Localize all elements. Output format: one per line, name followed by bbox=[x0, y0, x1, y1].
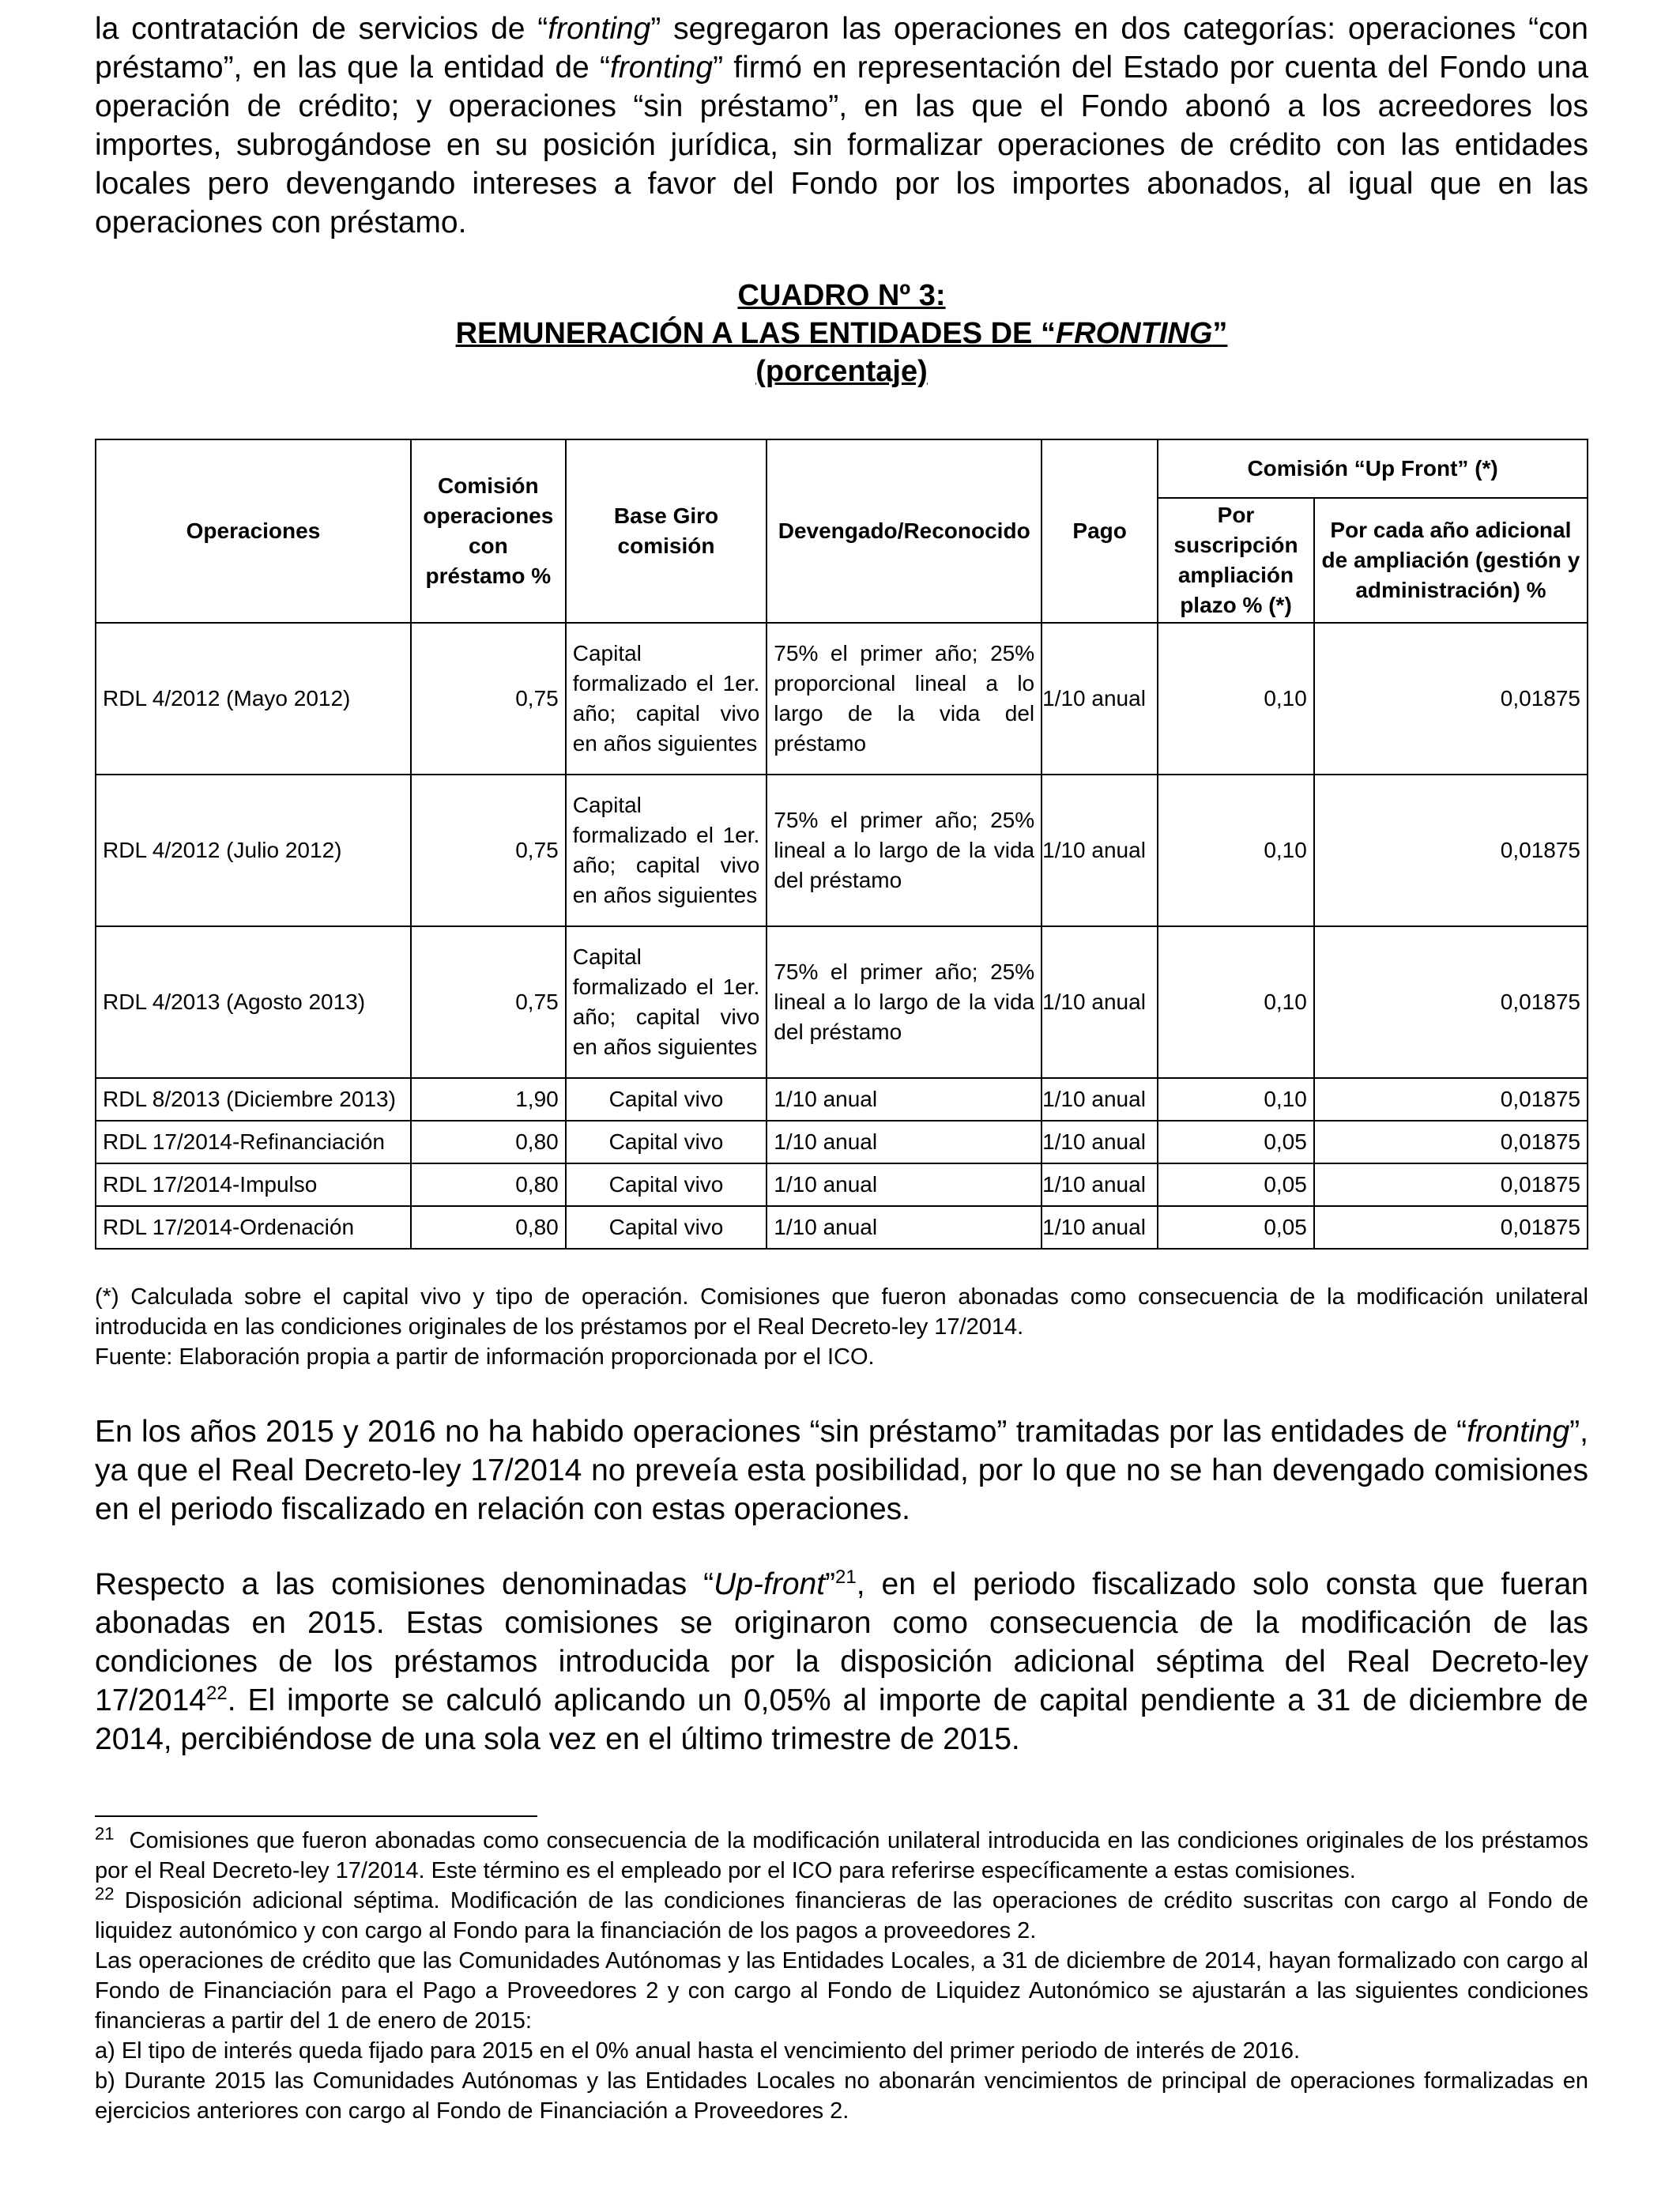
cell-base: Capital vivo bbox=[566, 1206, 767, 1249]
remuneration-table bbox=[95, 439, 1588, 1250]
cell-comision: 0,75 bbox=[411, 623, 566, 775]
cell-anual: 0,01875 bbox=[1314, 623, 1588, 775]
cell-devengado: 75% el primer año; 25% proporcional lineal a lo largo de la vida del préstamo bbox=[767, 623, 1042, 775]
header-operaciones: Operaciones bbox=[96, 439, 411, 623]
cell-base: Capital formalizado el 1er. año; capital vivo en años siguientes bbox=[566, 926, 767, 1078]
table-row bbox=[96, 1206, 1588, 1249]
cell-pago: 1/10 anual bbox=[1042, 1206, 1158, 1249]
cell-devengado: 1/10 anual bbox=[767, 1163, 1042, 1206]
table-row bbox=[96, 1121, 1588, 1163]
table-note bbox=[95, 1282, 1588, 1372]
cell-base: Capital vivo bbox=[566, 1078, 767, 1121]
table-heading bbox=[95, 277, 1588, 390]
intro-paragraph: la contratación de servicios de “fronting” segregaron las operaciones en dos categorías: operaciones “con préstamo”, en las que la entidad de “fronting” firmó en representación del Estado por cuenta del Fondo una operación de crédito; y operaciones “sin préstamo”, en las que el Fondo abonó a los acreedores los importes, subrogándose en su posición jurídica, sin formalizar operaciones de crédito con las entidades locales pero devengando intereses a favor del Fondo por los importes abonados, al igual que en las operaciones con préstamo. bbox=[95, 12, 1588, 239]
cell-comision: 0,80 bbox=[411, 1163, 566, 1206]
table-footnote: (*) Calculada sobre el capital vivo y tipo de operación. Comisiones que fueron abonadas como consecuencia de la modificación unilateral introducida en las condiciones originales de los préstamos por el Real Decreto-ley 17/2014. bbox=[95, 1284, 1588, 1340]
cell-pago: 1/10 anual bbox=[1042, 1121, 1158, 1163]
cell-comision: 0,75 bbox=[411, 926, 566, 1078]
table-unit: (porcentaje) bbox=[755, 355, 928, 388]
cell-pago: 1/10 anual bbox=[1042, 926, 1158, 1078]
cell-operacion: RDL 17/2014-Impulso bbox=[96, 1163, 411, 1206]
cell-anual: 0,01875 bbox=[1314, 1078, 1588, 1121]
footnote-22-paragraph: Las operaciones de crédito que las Comunidades Autónomas y las Entidades Locales, a 31 de diciembre de 2014, hayan formalizado con cargo al Fondo de Financiación para el Pago a Proveedores 2 y con cargo al Fondo de Liquidez Autonómico se ajustarán a las siguientes condiciones financieras a partir del 1 de enero de 2015: bbox=[95, 1948, 1588, 2034]
cell-anual: 0,01875 bbox=[1314, 775, 1588, 926]
table-row bbox=[96, 926, 1588, 1078]
cell-suscripcion: 0,05 bbox=[1158, 1206, 1314, 1249]
cell-operacion: RDL 17/2014-Refinanciación bbox=[96, 1121, 411, 1163]
cell-operacion: RDL 4/2012 (Mayo 2012) bbox=[96, 623, 411, 775]
table-source: Fuente: Elaboración propia a partir de información proporcionada por el ICO. bbox=[95, 1344, 875, 1370]
footnote-22 bbox=[95, 1883, 1588, 1946]
cell-base: Capital vivo bbox=[566, 1121, 767, 1163]
cell-suscripcion: 0,10 bbox=[1158, 1078, 1314, 1121]
paragraph-sin-prestamo: En los años 2015 y 2016 no ha habido operaciones “sin préstamo” tramitadas por las entidades de “fronting”, ya que el Real Decreto-ley 17/2014 no preveía esta posibilidad, por lo que no se han devengado comisiones en el periodo fiscalizado en relación con estas operaciones. bbox=[95, 1415, 1588, 1526]
header-suscripcion: Por suscripción ampliación plazo % (*) bbox=[1158, 498, 1314, 623]
header-devengado: Devengado/Reconocido bbox=[767, 439, 1042, 623]
table-row bbox=[96, 775, 1588, 926]
header-anual: Por cada año adicional de ampliación (gestión y administración) % bbox=[1314, 498, 1588, 623]
footnote-22-number: 22 bbox=[95, 1883, 115, 1904]
cell-anual: 0,01875 bbox=[1314, 926, 1588, 1078]
cell-devengado: 1/10 anual bbox=[767, 1121, 1042, 1163]
footnote-22-item-a: a) El tipo de interés queda fijado para 2015 en el 0% anual hasta el vencimiento del primer periodo de interés de 2016. bbox=[95, 2038, 1301, 2064]
cell-operacion: RDL 4/2012 (Julio 2012) bbox=[96, 775, 411, 926]
cell-devengado: 1/10 anual bbox=[767, 1206, 1042, 1249]
paragraph-up-front: Respecto a las comisiones denominadas “Up-front”$^{21}$, en el periodo fiscalizado solo consta que fueran abonadas en 2015. Estas comisiones se originaron como consecuencia de la modificación de las condiciones de los préstamos introducida por la disposición adicional séptima del Real Decreto-ley 17/2014$^{22}$. El importe se calculó aplicando un 0,05% al importe de capital pendiente a 31 de diciembre de 2014, percibiéndose de una sola vez en el último trimestre de 2015. bbox=[95, 1566, 1588, 1756]
cell-comision: 1,90 bbox=[411, 1078, 566, 1121]
cell-operacion: RDL 4/2013 (Agosto 2013) bbox=[96, 926, 411, 1078]
cell-suscripcion: 0,05 bbox=[1158, 1121, 1314, 1163]
cell-comision: 0,80 bbox=[411, 1206, 566, 1249]
table-row bbox=[96, 623, 1588, 775]
cell-devengado: 1/10 anual bbox=[767, 1078, 1042, 1121]
cell-devengado: 75% el primer año; 25% lineal a lo largo de la vida del préstamo bbox=[767, 926, 1042, 1078]
cell-pago: 1/10 anual bbox=[1042, 1163, 1158, 1206]
cell-anual: 0,01875 bbox=[1314, 1121, 1588, 1163]
cell-operacion: RDL 17/2014-Ordenación bbox=[96, 1206, 411, 1249]
table-number: CUADRO Nº 3: bbox=[737, 279, 946, 312]
cell-pago: 1/10 anual bbox=[1042, 623, 1158, 775]
cell-operacion: RDL 8/2013 (Diciembre 2013) bbox=[96, 1078, 411, 1121]
cell-devengado: 75% el primer año; 25% lineal a lo largo de la vida del préstamo bbox=[767, 775, 1042, 926]
footnote-separator bbox=[95, 1815, 537, 1817]
table-body bbox=[96, 623, 1588, 1249]
cell-suscripcion: 0,10 bbox=[1158, 623, 1314, 775]
cell-suscripcion: 0,05 bbox=[1158, 1163, 1314, 1206]
cell-pago: 1/10 anual bbox=[1042, 1078, 1158, 1121]
header-upfront: Comisión “Up Front” (*) bbox=[1158, 439, 1588, 498]
header-pago: Pago bbox=[1042, 439, 1158, 623]
footnote-21-number: 21 bbox=[95, 1823, 115, 1844]
table-row bbox=[96, 1078, 1588, 1121]
table-row bbox=[96, 1163, 1588, 1206]
header-base: Base Giro comisión bbox=[566, 439, 767, 623]
footnote-21 bbox=[95, 1823, 1588, 1886]
cell-base: Capital formalizado el 1er. año; capital vivo en años siguientes bbox=[566, 775, 767, 926]
header-comision: Comisión operaciones con préstamo % bbox=[411, 439, 566, 623]
cell-base: Capital formalizado el 1er. año; capital vivo en años siguientes bbox=[566, 623, 767, 775]
cell-base: Capital vivo bbox=[566, 1163, 767, 1206]
cell-comision: 0,80 bbox=[411, 1121, 566, 1163]
cell-pago: 1/10 anual bbox=[1042, 775, 1158, 926]
footnotes bbox=[95, 1823, 1588, 2126]
cell-comision: 0,75 bbox=[411, 775, 566, 926]
footnote-22-item-b: b) Durante 2015 las Comunidades Autónomas y las Entidades Locales no abonarán vencimientos de principal de operaciones formalizadas en ejercicios anteriores con cargo al Fondo de Financiación a Proveedores 2. bbox=[95, 2068, 1588, 2124]
cell-anual: 0,01875 bbox=[1314, 1163, 1588, 1206]
cell-anual: 0,01875 bbox=[1314, 1206, 1588, 1249]
footnote-22-text: Disposición adicional séptima. Modificación de las condiciones financieras de las operaciones de crédito suscritas con cargo al Fondo de liquidez autonómico y con cargo al Fondo para la financiación de los pagos a proveedores 2. bbox=[95, 1888, 1588, 1943]
cell-suscripcion: 0,10 bbox=[1158, 926, 1314, 1078]
table-title: REMUNERACIÓN A LAS ENTIDADES DE “FRONTING” bbox=[455, 317, 1228, 350]
footnote-21-text: Comisiones que fueron abonadas como consecuencia de la modificación unilateral introducida en las condiciones originales de los préstamos por el Real Decreto-ley 17/2014. Este término es el empleado por el ICO para referirse específicamente a estas comisiones. bbox=[95, 1828, 1588, 1883]
cell-suscripcion: 0,10 bbox=[1158, 775, 1314, 926]
